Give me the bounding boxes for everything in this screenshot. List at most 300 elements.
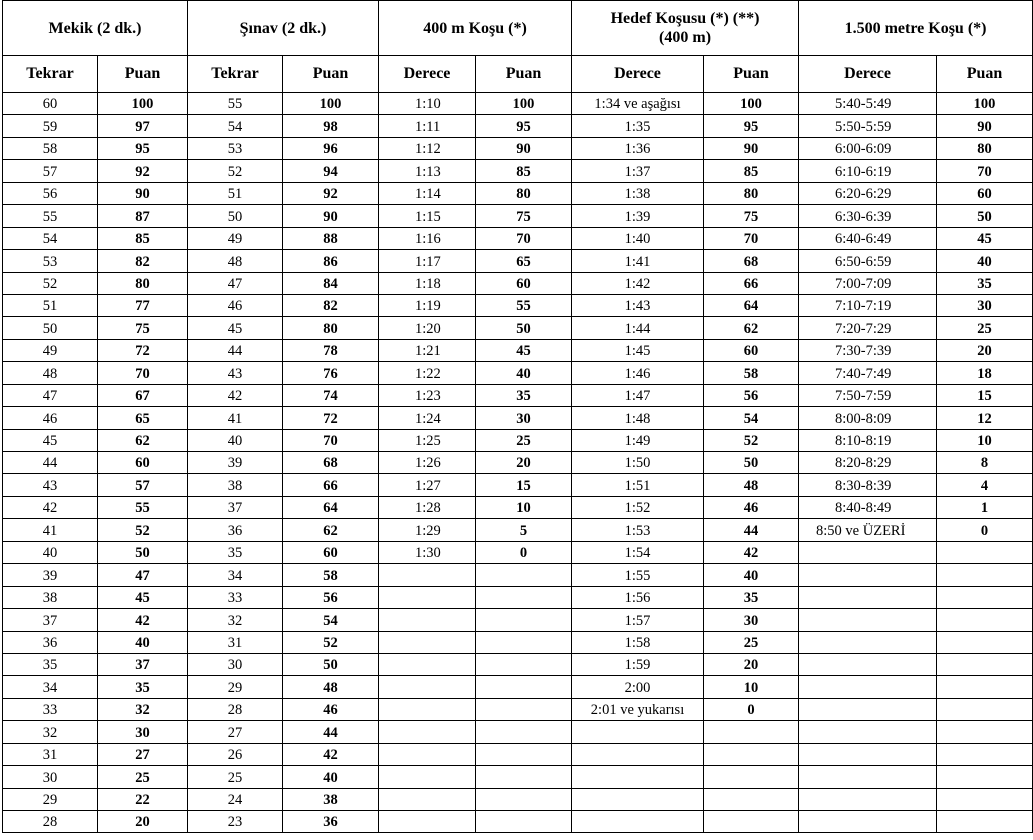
mekik-value: 59 <box>3 115 98 137</box>
hedef-puan: 62 <box>704 317 799 339</box>
table-row <box>3 541 1033 563</box>
mekik-value: 43 <box>3 474 98 496</box>
kosu1500-value: 5:40-5:49 <box>799 93 937 115</box>
kosu400-puan: 70 <box>476 227 572 249</box>
sinav-puan: 50 <box>283 653 379 675</box>
sinav-value: 29 <box>188 676 283 698</box>
header-sinav: Şınav (2 dk.) <box>188 1 379 56</box>
sinav-puan: 88 <box>283 227 379 249</box>
sinav-puan: 74 <box>283 384 379 406</box>
sinav-puan: 66 <box>283 474 379 496</box>
table-row <box>3 788 1033 810</box>
hedef-value: 1:40 <box>572 227 704 249</box>
empty-cell <box>476 721 572 743</box>
kosu1500-puan: 4 <box>937 474 1033 496</box>
sinav-value: 24 <box>188 788 283 810</box>
table-row <box>3 384 1033 406</box>
empty-cell <box>704 766 799 788</box>
kosu400-value: 1:26 <box>379 452 476 474</box>
empty-cell <box>572 721 704 743</box>
kosu400-puan: 25 <box>476 429 572 451</box>
sinav-value: 45 <box>188 317 283 339</box>
hedef-value: 1:34 ve aşağısı <box>572 93 704 115</box>
hedef-puan: 40 <box>704 564 799 586</box>
empty-cell <box>379 631 476 653</box>
mekik-value: 45 <box>3 429 98 451</box>
kosu400-value: 1:19 <box>379 294 476 316</box>
mekik-value: 58 <box>3 137 98 159</box>
hedef-puan: 35 <box>704 586 799 608</box>
kosu400-puan: 50 <box>476 317 572 339</box>
empty-cell <box>937 653 1033 675</box>
hedef-puan: 70 <box>704 227 799 249</box>
sinav-puan: 60 <box>283 541 379 563</box>
hedef-puan: 25 <box>704 631 799 653</box>
table-row <box>3 272 1033 294</box>
mekik-value: 37 <box>3 609 98 631</box>
kosu400-value: 1:15 <box>379 205 476 227</box>
sinav-value: 43 <box>188 362 283 384</box>
empty-cell <box>937 541 1033 563</box>
header-hedef-line2: (400 m) <box>659 29 712 46</box>
kosu1500-puan: 90 <box>937 115 1033 137</box>
mekik-puan: 47 <box>98 564 188 586</box>
mekik-puan: 72 <box>98 339 188 361</box>
table-row <box>3 676 1033 698</box>
kosu400-value: 1:20 <box>379 317 476 339</box>
kosu1500-value: 7:20-7:29 <box>799 317 937 339</box>
sinav-value: 35 <box>188 541 283 563</box>
sinav-puan: 52 <box>283 631 379 653</box>
hedef-puan: 66 <box>704 272 799 294</box>
table-row <box>3 160 1033 182</box>
kosu400-value: 1:18 <box>379 272 476 294</box>
kosu1500-puan: 25 <box>937 317 1033 339</box>
mekik-puan: 27 <box>98 743 188 765</box>
score-rows <box>3 93 1033 833</box>
sinav-value: 49 <box>188 227 283 249</box>
kosu400-puan: 20 <box>476 452 572 474</box>
mekik-puan: 40 <box>98 631 188 653</box>
sinav-value: 52 <box>188 160 283 182</box>
empty-cell <box>476 631 572 653</box>
kosu400-puan: 40 <box>476 362 572 384</box>
table-row <box>3 93 1033 115</box>
hedef-value: 1:54 <box>572 541 704 563</box>
kosu400-puan: 75 <box>476 205 572 227</box>
empty-cell <box>937 676 1033 698</box>
hedef-value: 2:00 <box>572 676 704 698</box>
mekik-puan: 57 <box>98 474 188 496</box>
mekik-puan: 100 <box>98 93 188 115</box>
hedef-value: 2:01 ve yukarısı <box>572 698 704 720</box>
sinav-value: 38 <box>188 474 283 496</box>
hedef-puan: 64 <box>704 294 799 316</box>
empty-cell <box>799 609 937 631</box>
subheader-tekrar: Tekrar <box>188 56 283 93</box>
table-row <box>3 474 1033 496</box>
mekik-value: 53 <box>3 250 98 272</box>
kosu400-puan: 95 <box>476 115 572 137</box>
empty-cell <box>572 788 704 810</box>
mekik-value: 56 <box>3 182 98 204</box>
mekik-value: 55 <box>3 205 98 227</box>
kosu1500-value: 7:40-7:49 <box>799 362 937 384</box>
kosu400-value: 1:25 <box>379 429 476 451</box>
table-row <box>3 586 1033 608</box>
hedef-puan: 42 <box>704 541 799 563</box>
sinav-puan: 92 <box>283 182 379 204</box>
mekik-value: 33 <box>3 698 98 720</box>
hedef-value: 1:58 <box>572 631 704 653</box>
empty-cell <box>937 609 1033 631</box>
mekik-puan: 22 <box>98 788 188 810</box>
empty-cell <box>937 631 1033 653</box>
kosu1500-puan: 0 <box>937 519 1033 541</box>
sinav-puan: 84 <box>283 272 379 294</box>
hedef-puan: 58 <box>704 362 799 384</box>
kosu1500-value: 6:00-6:09 <box>799 137 937 159</box>
kosu400-puan: 0 <box>476 541 572 563</box>
sinav-puan: 62 <box>283 519 379 541</box>
subheader-puan: Puan <box>937 56 1033 93</box>
empty-cell <box>799 698 937 720</box>
mekik-puan: 45 <box>98 586 188 608</box>
sinav-puan: 56 <box>283 586 379 608</box>
empty-cell <box>799 653 937 675</box>
sinav-value: 41 <box>188 407 283 429</box>
mekik-puan: 42 <box>98 609 188 631</box>
mekik-value: 38 <box>3 586 98 608</box>
hedef-value: 1:35 <box>572 115 704 137</box>
table-row <box>3 564 1033 586</box>
hedef-value: 1:39 <box>572 205 704 227</box>
sinav-value: 26 <box>188 743 283 765</box>
kosu1500-value: 6:30-6:39 <box>799 205 937 227</box>
sinav-puan: 80 <box>283 317 379 339</box>
hedef-value: 1:37 <box>572 160 704 182</box>
kosu1500-value: 6:20-6:29 <box>799 182 937 204</box>
empty-cell <box>937 721 1033 743</box>
subheader-puan: Puan <box>476 56 572 93</box>
sinav-value: 40 <box>188 429 283 451</box>
table-row <box>3 182 1033 204</box>
empty-cell <box>799 766 937 788</box>
sinav-value: 55 <box>188 93 283 115</box>
empty-cell <box>476 609 572 631</box>
empty-cell <box>799 788 937 810</box>
mekik-value: 51 <box>3 294 98 316</box>
hedef-puan: 52 <box>704 429 799 451</box>
mekik-puan: 37 <box>98 653 188 675</box>
empty-cell <box>379 698 476 720</box>
empty-cell <box>476 564 572 586</box>
kosu1500-value: 7:30-7:39 <box>799 339 937 361</box>
mekik-puan: 20 <box>98 811 188 833</box>
hedef-puan: 56 <box>704 384 799 406</box>
empty-cell <box>379 653 476 675</box>
sinav-puan: 100 <box>283 93 379 115</box>
sinav-puan: 38 <box>283 788 379 810</box>
kosu1500-puan: 12 <box>937 407 1033 429</box>
empty-cell <box>476 788 572 810</box>
header-hedef-line1: Hedef Koşusu (*) (**) <box>610 10 760 27</box>
empty-cell <box>799 564 937 586</box>
sinav-puan: 98 <box>283 115 379 137</box>
sinav-puan: 72 <box>283 407 379 429</box>
kosu1500-puan: 45 <box>937 227 1033 249</box>
sinav-puan: 94 <box>283 160 379 182</box>
table-row <box>3 743 1033 765</box>
mekik-puan: 90 <box>98 182 188 204</box>
sinav-puan: 48 <box>283 676 379 698</box>
mekik-value: 36 <box>3 631 98 653</box>
table-row <box>3 362 1033 384</box>
hedef-value: 1:49 <box>572 429 704 451</box>
kosu400-puan: 60 <box>476 272 572 294</box>
mekik-puan: 75 <box>98 317 188 339</box>
sinav-puan: 90 <box>283 205 379 227</box>
hedef-value: 1:44 <box>572 317 704 339</box>
mekik-value: 50 <box>3 317 98 339</box>
kosu400-puan: 65 <box>476 250 572 272</box>
kosu400-value: 1:10 <box>379 93 476 115</box>
kosu1500-value: 6:40-6:49 <box>799 227 937 249</box>
mekik-value: 44 <box>3 452 98 474</box>
kosu400-value: 1:27 <box>379 474 476 496</box>
hedef-value: 1:41 <box>572 250 704 272</box>
kosu1500-puan: 20 <box>937 339 1033 361</box>
kosu1500-value: 8:00-8:09 <box>799 407 937 429</box>
hedef-puan: 0 <box>704 698 799 720</box>
empty-cell <box>704 788 799 810</box>
empty-cell <box>476 766 572 788</box>
kosu400-puan: 10 <box>476 496 572 518</box>
sinav-puan: 58 <box>283 564 379 586</box>
table-row <box>3 339 1033 361</box>
sinav-value: 53 <box>188 137 283 159</box>
kosu400-puan: 85 <box>476 160 572 182</box>
kosu1500-puan: 1 <box>937 496 1033 518</box>
kosu400-value: 1:21 <box>379 339 476 361</box>
empty-cell <box>476 811 572 833</box>
sinav-value: 42 <box>188 384 283 406</box>
kosu400-puan: 80 <box>476 182 572 204</box>
mekik-value: 42 <box>3 496 98 518</box>
sinav-value: 28 <box>188 698 283 720</box>
hedef-value: 1:43 <box>572 294 704 316</box>
sinav-puan: 86 <box>283 250 379 272</box>
kosu400-puan: 30 <box>476 407 572 429</box>
table-row <box>3 766 1033 788</box>
mekik-puan: 30 <box>98 721 188 743</box>
sinav-value: 37 <box>188 496 283 518</box>
empty-cell <box>937 811 1033 833</box>
kosu1500-value: 7:50-7:59 <box>799 384 937 406</box>
table-row <box>3 452 1033 474</box>
empty-cell <box>379 564 476 586</box>
kosu400-value: 1:14 <box>379 182 476 204</box>
kosu1500-value: 8:20-8:29 <box>799 452 937 474</box>
hedef-puan: 30 <box>704 609 799 631</box>
empty-cell <box>799 743 937 765</box>
table-row <box>3 250 1033 272</box>
hedef-value: 1:53 <box>572 519 704 541</box>
empty-cell <box>476 698 572 720</box>
subheader-puan: Puan <box>704 56 799 93</box>
subheader-puan: Puan <box>283 56 379 93</box>
mekik-value: 40 <box>3 541 98 563</box>
empty-cell <box>937 564 1033 586</box>
hedef-puan: 54 <box>704 407 799 429</box>
mekik-puan: 77 <box>98 294 188 316</box>
sinav-value: 50 <box>188 205 283 227</box>
empty-cell <box>704 721 799 743</box>
hedef-value: 1:45 <box>572 339 704 361</box>
sinav-value: 25 <box>188 766 283 788</box>
mekik-puan: 82 <box>98 250 188 272</box>
kosu1500-puan: 18 <box>937 362 1033 384</box>
kosu1500-value: 6:50-6:59 <box>799 250 937 272</box>
subheader-derece: Derece <box>799 56 937 93</box>
hedef-puan: 20 <box>704 653 799 675</box>
mekik-value: 48 <box>3 362 98 384</box>
mekik-puan: 95 <box>98 137 188 159</box>
sinav-puan: 82 <box>283 294 379 316</box>
hedef-puan: 90 <box>704 137 799 159</box>
table-row <box>3 609 1033 631</box>
sinav-value: 47 <box>188 272 283 294</box>
table-row <box>3 698 1033 720</box>
mekik-value: 34 <box>3 676 98 698</box>
kosu1500-value: 5:50-5:59 <box>799 115 937 137</box>
sinav-puan: 40 <box>283 766 379 788</box>
sinav-value: 30 <box>188 653 283 675</box>
sinav-puan: 46 <box>283 698 379 720</box>
sinav-value: 36 <box>188 519 283 541</box>
hedef-value: 1:52 <box>572 496 704 518</box>
mekik-puan: 62 <box>98 429 188 451</box>
sinav-value: 46 <box>188 294 283 316</box>
subheader-derece: Derece <box>379 56 476 93</box>
kosu1500-value: 6:10-6:19 <box>799 160 937 182</box>
mekik-puan: 52 <box>98 519 188 541</box>
sinav-puan: 96 <box>283 137 379 159</box>
hedef-value: 1:51 <box>572 474 704 496</box>
kosu400-puan: 55 <box>476 294 572 316</box>
hedef-puan: 85 <box>704 160 799 182</box>
kosu1500-puan: 50 <box>937 205 1033 227</box>
kosu400-value: 1:22 <box>379 362 476 384</box>
mekik-value: 28 <box>3 811 98 833</box>
kosu400-value: 1:11 <box>379 115 476 137</box>
table-row <box>3 317 1033 339</box>
sinav-puan: 76 <box>283 362 379 384</box>
mekik-value: 39 <box>3 564 98 586</box>
header-hedef-kosusu <box>572 1 799 56</box>
empty-cell <box>799 721 937 743</box>
table-row <box>3 115 1033 137</box>
mekik-puan: 35 <box>98 676 188 698</box>
hedef-puan: 50 <box>704 452 799 474</box>
kosu1500-value: 8:50 ve ÜZERİ <box>799 519 937 541</box>
empty-cell <box>572 743 704 765</box>
empty-cell <box>937 698 1033 720</box>
mekik-value: 41 <box>3 519 98 541</box>
empty-cell <box>379 788 476 810</box>
kosu400-value: 1:23 <box>379 384 476 406</box>
kosu400-value: 1:12 <box>379 137 476 159</box>
hedef-value: 1:38 <box>572 182 704 204</box>
sinav-puan: 54 <box>283 609 379 631</box>
empty-cell <box>799 811 937 833</box>
hedef-puan: 80 <box>704 182 799 204</box>
kosu1500-puan: 15 <box>937 384 1033 406</box>
empty-cell <box>476 586 572 608</box>
kosu400-puan: 35 <box>476 384 572 406</box>
hedef-puan: 95 <box>704 115 799 137</box>
hedef-puan: 75 <box>704 205 799 227</box>
empty-cell <box>704 743 799 765</box>
hedef-value: 1:55 <box>572 564 704 586</box>
mekik-puan: 25 <box>98 766 188 788</box>
mekik-puan: 67 <box>98 384 188 406</box>
mekik-puan: 32 <box>98 698 188 720</box>
mekik-value: 29 <box>3 788 98 810</box>
table-row <box>3 407 1033 429</box>
kosu1500-puan: 70 <box>937 160 1033 182</box>
mekik-value: 49 <box>3 339 98 361</box>
kosu1500-value: 7:10-7:19 <box>799 294 937 316</box>
mekik-puan: 70 <box>98 362 188 384</box>
table-row <box>3 137 1033 159</box>
mekik-value: 60 <box>3 93 98 115</box>
table-row <box>3 721 1033 743</box>
kosu1500-puan: 80 <box>937 137 1033 159</box>
hedef-puan: 48 <box>704 474 799 496</box>
empty-cell <box>937 743 1033 765</box>
kosu1500-puan: 40 <box>937 250 1033 272</box>
hedef-value: 1:56 <box>572 586 704 608</box>
kosu400-value: 1:29 <box>379 519 476 541</box>
mekik-value: 46 <box>3 407 98 429</box>
mekik-value: 54 <box>3 227 98 249</box>
hedef-value: 1:59 <box>572 653 704 675</box>
kosu1500-puan: 30 <box>937 294 1033 316</box>
kosu400-puan: 5 <box>476 519 572 541</box>
mekik-puan: 87 <box>98 205 188 227</box>
sinav-value: 31 <box>188 631 283 653</box>
empty-cell <box>799 541 937 563</box>
mekik-value: 57 <box>3 160 98 182</box>
subheader-derece: Derece <box>572 56 704 93</box>
empty-cell <box>379 811 476 833</box>
sinav-value: 33 <box>188 586 283 608</box>
sinav-puan: 78 <box>283 339 379 361</box>
sinav-value: 54 <box>188 115 283 137</box>
mekik-puan: 85 <box>98 227 188 249</box>
kosu400-puan: 100 <box>476 93 572 115</box>
empty-cell <box>799 631 937 653</box>
mekik-puan: 55 <box>98 496 188 518</box>
sinav-value: 51 <box>188 182 283 204</box>
hedef-puan: 44 <box>704 519 799 541</box>
kosu400-value: 1:30 <box>379 541 476 563</box>
kosu400-value: 1:24 <box>379 407 476 429</box>
kosu1500-value: 8:40-8:49 <box>799 496 937 518</box>
mekik-puan: 97 <box>98 115 188 137</box>
empty-cell <box>379 766 476 788</box>
